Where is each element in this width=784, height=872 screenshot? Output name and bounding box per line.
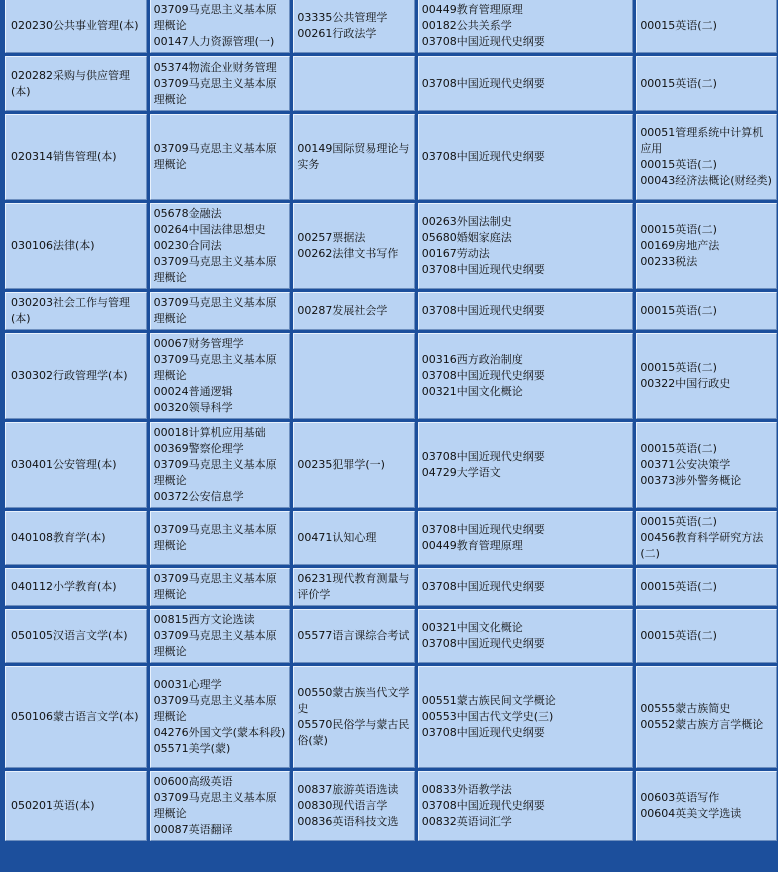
course-item: 03708中国近现代史纲要 [421, 637, 545, 650]
course-item: 00449教育管理原理 [421, 3, 523, 16]
course-item: 05680婚姻家庭法 [421, 231, 512, 244]
course-item: 03708中国近现代史纲要 [421, 369, 545, 382]
course-item: 00261行政法学 [297, 27, 377, 40]
course-cell-c5 [636, 333, 777, 419]
course-cell-c4 [418, 568, 634, 606]
major-cell: 020314销售管理(本) [5, 114, 147, 200]
course-item: 03335公共管理学 [297, 11, 388, 24]
course-cell-c3 [293, 568, 414, 606]
course-item: 00262法律文书写作 [297, 247, 399, 260]
course-item: 03708中国近现代史纲要 [421, 263, 545, 276]
course-cell-c3 [293, 609, 414, 663]
course-item: 00087英语翻译 [153, 823, 233, 836]
course-item: 03709马克思主义基本原理概论 [153, 791, 277, 820]
table-row [5, 609, 777, 663]
course-item: 05577语言课综合考试 [297, 629, 410, 642]
course-item: 00815西方文论选读 [153, 613, 255, 626]
major-cell: 030203社会工作与管理(本) [5, 292, 147, 330]
course-item: 00449教育管理原理 [421, 539, 523, 552]
course-item: 00830现代语言学 [297, 799, 388, 812]
course-cell-c3 [293, 771, 414, 841]
course-cell-c4 [418, 609, 634, 663]
course-item: 00015英语(二) [640, 629, 717, 642]
course-cell-c3 [293, 203, 414, 289]
course-item: 03708中国近现代史纲要 [421, 726, 545, 739]
course-item: 00471认知心理 [297, 531, 377, 544]
table-row [5, 568, 777, 606]
course-cell-c3 [293, 422, 414, 508]
course-item: 00322中国行政史 [640, 377, 731, 390]
course-cell-c5 [636, 568, 777, 606]
course-cell-c3 [293, 114, 414, 200]
course-item: 03709马克思主义基本原理概论 [153, 142, 277, 171]
course-cell-c3 [293, 56, 414, 111]
course-cell-c4 [418, 771, 634, 841]
course-item: 00067财务管理学 [153, 337, 244, 350]
course-item: 03709马克思主义基本原理概论 [153, 458, 277, 487]
course-item: 03709马克思主义基本原理概论 [153, 296, 277, 325]
course-item: 03708中国近现代史纲要 [421, 580, 545, 593]
course-item: 03708中国近现代史纲要 [421, 523, 545, 536]
course-item: 00015英语(二) [640, 158, 717, 171]
course-item: 00024普通逻辑 [153, 385, 233, 398]
course-item: 00320领导科学 [153, 401, 233, 414]
course-item: 03708中国近现代史纲要 [421, 799, 545, 812]
course-cell-c3 [293, 511, 414, 565]
course-cell-c5 [636, 609, 777, 663]
course-item: 00264中国法律思想史 [153, 223, 266, 236]
table-row [5, 0, 777, 53]
course-cell-c2 [150, 203, 291, 289]
course-item: 03709马克思主义基本原理概论 [153, 629, 277, 658]
course-cell-c2 [150, 609, 291, 663]
course-item: 00369警察伦理学 [153, 442, 244, 455]
course-item: 00832英语词汇学 [421, 815, 512, 828]
course-item: 00316西方政治制度 [421, 353, 523, 366]
course-cell-c4 [418, 292, 634, 330]
course-item: 00836英语科技文选 [297, 815, 399, 828]
course-item: 00015英语(二) [640, 223, 717, 236]
course-cell-c5 [636, 292, 777, 330]
course-cell-c4 [418, 666, 634, 768]
course-item: 00015英语(二) [640, 361, 717, 374]
course-item: 03708中国近现代史纲要 [421, 150, 545, 163]
course-item: 03709马克思主义基本原理概论 [153, 523, 277, 552]
course-item: 00051管理系统中计算机应用 [640, 126, 764, 155]
course-item: 00263外国法制史 [421, 215, 512, 228]
course-item: 03709马克思主义基本原理概论 [153, 572, 277, 601]
course-item: 00015英语(二) [640, 76, 717, 90]
course-cell-c3 [293, 292, 414, 330]
major-cell: 020230公共事业管理(本) [5, 0, 147, 53]
course-item: 00833外语教学法 [421, 783, 512, 796]
course-item: 03709马克思主义基本原理概论 [153, 255, 277, 284]
course-item: 00015英语(二) [640, 580, 717, 593]
course-item: 00015英语(二) [640, 304, 717, 317]
major-cell: 050106蒙古语言文学(本) [5, 666, 147, 768]
table-row [5, 771, 777, 841]
course-cell-c4 [418, 511, 634, 565]
course-item: 00373涉外警务概论 [640, 474, 742, 487]
course-cell-c4 [418, 56, 634, 111]
course-item: 00015英语(二) [640, 19, 717, 32]
course-item: 00600高级英语 [153, 775, 233, 788]
table-row [5, 666, 777, 768]
course-item: 03708中国近现代史纲要 [421, 35, 545, 48]
course-item: 05570民俗学与蒙古民俗(蒙) [297, 718, 410, 747]
course-cell-c2 [150, 333, 291, 419]
course-item: 00287发展社会学 [297, 304, 388, 317]
course-item: 00233税法 [640, 255, 698, 268]
exam-schedule-table [2, 0, 778, 844]
course-item: 00372公安信息学 [153, 490, 244, 503]
course-item: 03709马克思主义基本原理概论 [153, 353, 277, 382]
course-cell-c5 [636, 203, 777, 289]
course-cell-c2 [150, 511, 291, 565]
course-item: 00321中国文化概论 [421, 621, 523, 634]
course-cell-c4 [418, 114, 634, 200]
course-item: 00043经济法概论(财经类) [640, 174, 772, 187]
course-item: 00015英语(二) [640, 442, 717, 455]
major-cell: 030106法律(本) [5, 203, 147, 289]
course-cell-c4 [418, 0, 634, 53]
course-cell-c2 [150, 114, 291, 200]
course-item: 03709马克思主义基本原理概论 [153, 76, 277, 106]
major-cell: 030302行政管理学(本) [5, 333, 147, 419]
major-cell: 020282采购与供应管理(本) [5, 56, 147, 111]
major-cell: 050201英语(本) [5, 771, 147, 841]
course-cell-c2 [150, 292, 291, 330]
course-item: 03708中国近现代史纲要 [421, 450, 545, 463]
course-item: 00603英语写作 [640, 791, 720, 804]
course-cell-c3 [293, 333, 414, 419]
table-body [5, 0, 777, 841]
course-cell-c5 [636, 114, 777, 200]
major-cell: 030401公安管理(本) [5, 422, 147, 508]
table-row [5, 203, 777, 289]
course-item: 03709马克思主义基本原理概论 [153, 694, 277, 723]
table-row [5, 56, 777, 111]
course-item: 00167劳动法 [421, 247, 490, 260]
course-item: 00149国际贸易理论与实务 [297, 142, 410, 171]
course-item: 05678金融法 [153, 207, 222, 220]
course-item: 00555蒙古族简史 [640, 702, 731, 715]
course-item: 03708中国近现代史纲要 [421, 304, 545, 317]
course-item: 00553中国古代文学史(三) [421, 710, 554, 723]
course-cell-c4 [418, 333, 634, 419]
course-cell-c5 [636, 771, 777, 841]
course-cell-c5 [636, 666, 777, 768]
major-cell: 050105汉语言文学(本) [5, 609, 147, 663]
course-cell-c2 [150, 771, 291, 841]
course-item: 00550蒙古族当代文学史 [297, 686, 410, 715]
course-cell-c4 [418, 203, 634, 289]
table-row [5, 511, 777, 565]
course-item: 05571美学(蒙) [153, 742, 231, 755]
course-item: 04276外国文学(蒙本科段) [153, 726, 286, 739]
course-cell-c2 [150, 0, 291, 53]
course-cell-c3 [293, 666, 414, 768]
course-item: 03709马克思主义基本原理概论 [153, 3, 277, 32]
course-cell-c2 [150, 568, 291, 606]
course-item: 00551蒙古族民间文学概论 [421, 694, 556, 707]
major-cell: 040112小学教育(本) [5, 568, 147, 606]
table-row [5, 422, 777, 508]
course-item: 00257票据法 [297, 231, 366, 244]
table-row [5, 114, 777, 200]
course-item: 00235犯罪学(一) [297, 458, 385, 471]
course-item: 00147人力资源管理(一) [153, 35, 275, 48]
course-cell-c5 [636, 56, 777, 111]
table-row [5, 292, 777, 330]
course-cell-c5 [636, 511, 777, 565]
course-item: 00837旅游英语选读 [297, 783, 399, 796]
course-cell-c5 [636, 0, 777, 53]
course-cell-c2 [150, 422, 291, 508]
course-item: 05374物流企业财务管理 [153, 60, 277, 74]
course-item: 00182公共关系学 [421, 19, 512, 32]
course-item: 00321中国文化概论 [421, 385, 523, 398]
course-cell-c2 [150, 666, 291, 768]
course-cell-c2 [150, 56, 291, 111]
table-row [5, 333, 777, 419]
course-cell-c4 [418, 422, 634, 508]
course-item: 00552蒙古族方言学概论 [640, 718, 764, 731]
course-item: 06231现代教育测量与评价学 [297, 572, 410, 601]
course-cell-c5 [636, 422, 777, 508]
course-item: 00371公安决策学 [640, 458, 731, 471]
course-cell-c3 [293, 0, 414, 53]
course-item: 00031心理学 [153, 678, 222, 691]
course-item: 00604英美文学选读 [640, 807, 742, 820]
course-item: 00456教育科学研究方法(二) [640, 531, 764, 560]
major-cell: 040108教育学(本) [5, 511, 147, 565]
course-item: 00169房地产法 [640, 239, 720, 252]
course-item: 00018计算机应用基础 [153, 426, 266, 439]
course-item: 00015英语(二) [640, 515, 717, 528]
course-item: 00230合同法 [153, 239, 222, 252]
course-item: 03708中国近现代史纲要 [421, 76, 545, 90]
course-item: 04729大学语文 [421, 466, 501, 479]
